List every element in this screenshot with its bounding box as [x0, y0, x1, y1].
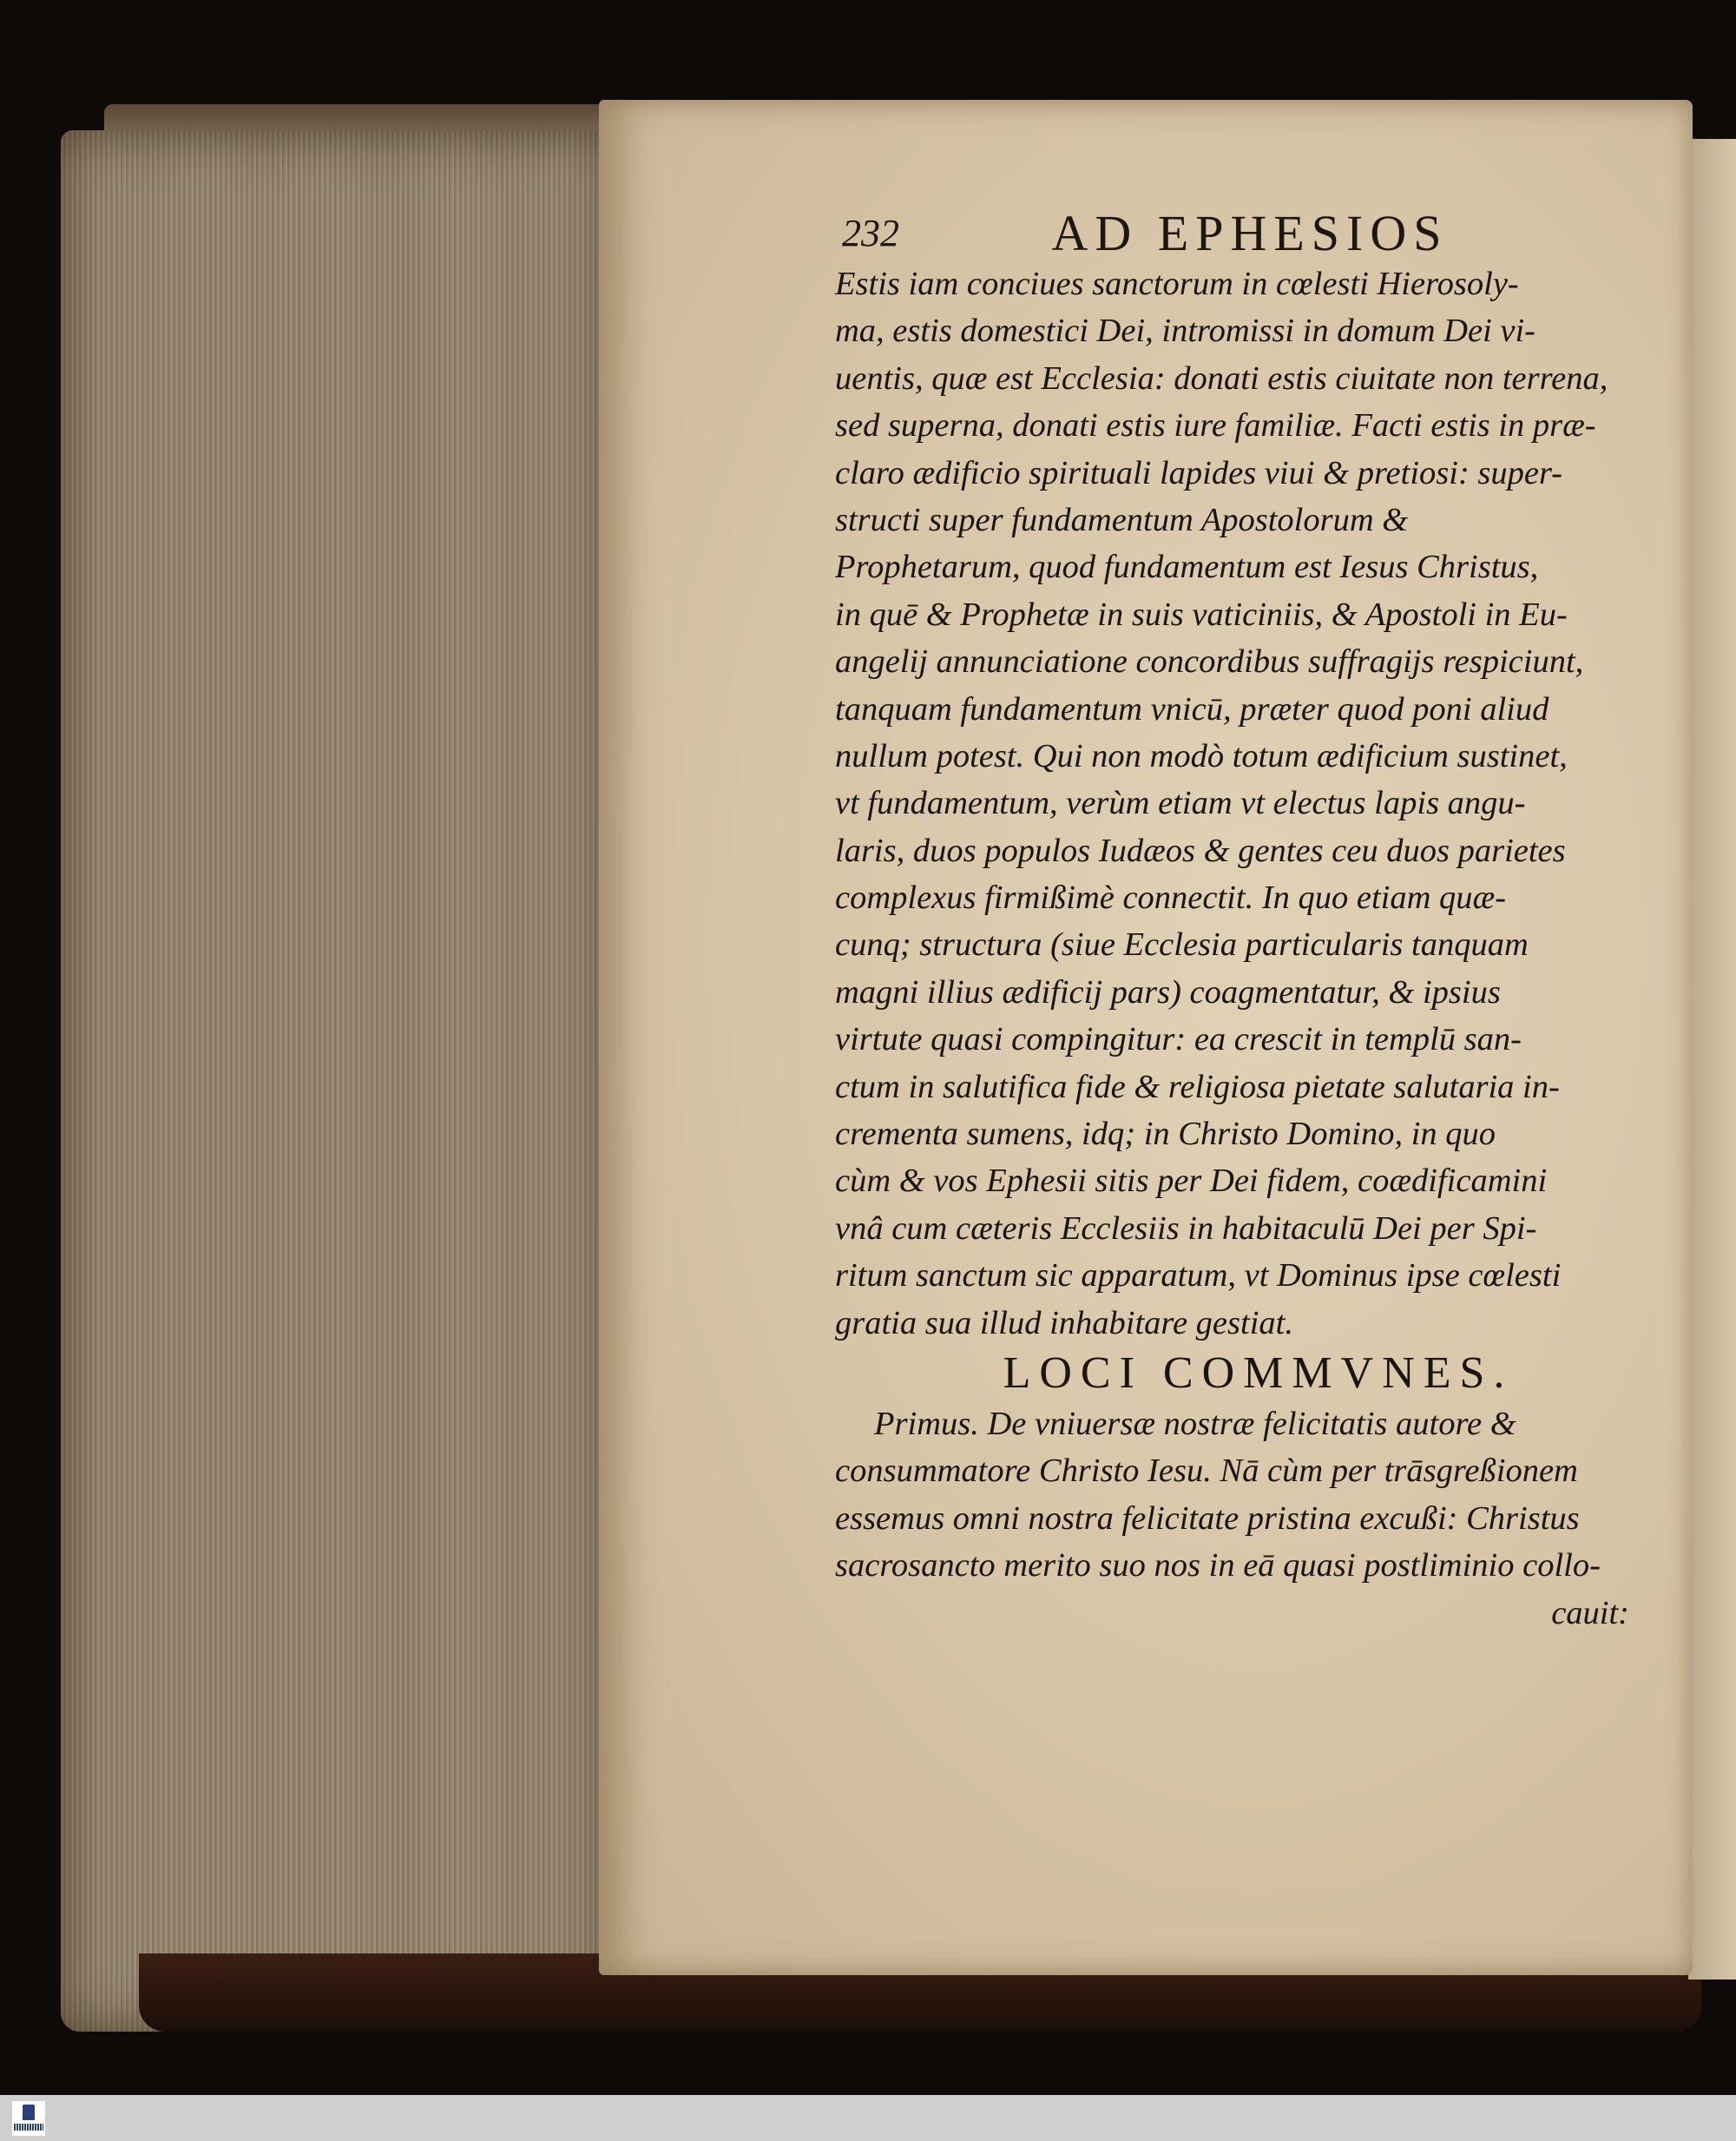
library-logo-icon: [12, 2101, 45, 2136]
text-line: uentis, quæ est Ecclesia: donati estis ciuitate non terrena,: [835, 359, 1608, 397]
text-line: crementa sumens, idq; in Christo Domino, in quo: [835, 1116, 1496, 1153]
viewer-footer-bar: [0, 2095, 1736, 2141]
text-line: vt fundamentum, verùm etiam vt electus lapis angu-: [835, 785, 1526, 822]
text-line: gratia sua illud inhabitare gestiat.: [835, 1304, 1293, 1341]
text-line: Prophetarum, quod fundamentum est Iesus Christus,: [835, 549, 1539, 586]
section-heading: LOCI COMMVNES.: [1003, 1347, 1514, 1398]
text-line: laris, duos populos Iudæos & gentes ceu duos parietes: [835, 832, 1566, 869]
text-line: sed superna, donati estis iure familiæ. Facti estis in præ-: [835, 407, 1596, 445]
text-line: tanquam fundamentum vnicū, præter quod poni aliud: [835, 690, 1549, 728]
text-line: essemus omni nostra felicitate pristina excußi: Christus: [835, 1499, 1580, 1537]
text-line: angelij annunciatione concordibus suffragijs respiciunt,: [835, 643, 1584, 681]
text-line: Estis iam conciues sanctorum in cœlesti Hierosoly-: [835, 266, 1519, 302]
page-number: 232: [842, 212, 899, 254]
text-line: in quē & Prophetæ in suis vaticiniis, & Apostoli in Eu-: [835, 596, 1568, 633]
text-line: cùm & vos Ephesii sitis per Dei fidem, coædificamini: [835, 1163, 1548, 1200]
text-line: Primus. De vniuersæ nostræ felicitatis autore &: [874, 1405, 1516, 1442]
text-line: vnâ cum cæteris Ecclesiis in habitaculū Dei per Spi-: [835, 1209, 1537, 1247]
text-line: sacrosancto merito suo nos in eā quasi postliminio collo-: [835, 1547, 1601, 1584]
text-line: complexus firmißimè connectit. In quo etiam quæ-: [835, 879, 1507, 917]
page-body: [835, 260, 1629, 1637]
text-line: magni illius ædificij pars) coagmentatur, & ipsius: [835, 973, 1501, 1011]
book-page: [599, 100, 1693, 1975]
text-line: ritum sanctum sic apparatum, vt Dominus ipse cœlesti: [835, 1257, 1562, 1294]
logo-mark: [23, 2105, 35, 2120]
text-line: cunq; structura (siue Ecclesia particularis tanquam: [835, 926, 1529, 964]
text-line: ctum in salutifica fide & religiosa pietate salutaria in-: [835, 1068, 1560, 1105]
text-line: consummatore Christo Iesu. Nā cùm per trāsgreßionem: [835, 1453, 1578, 1490]
logo-text-mark: [14, 2124, 43, 2131]
running-title: AD EPHESIOS: [1051, 205, 1449, 261]
text-line: ma, estis domestici Dei, intromissi in domum Dei vi-: [835, 313, 1535, 350]
facing-page-edge: [1688, 139, 1736, 1980]
catchword: cauit:: [1551, 1594, 1629, 1631]
text-line: claro ædificio spirituali lapides viui & pretiosi: super-: [835, 454, 1562, 491]
text-line: nullum potest. Qui non modò totum ædificium sustinet,: [835, 737, 1568, 774]
book-page-edges: [61, 130, 616, 2032]
text-line: virtute quasi compingitur: ea crescit in templū san-: [835, 1021, 1522, 1058]
text-line: structi super fundamentum Apostolorum &: [835, 501, 1409, 538]
